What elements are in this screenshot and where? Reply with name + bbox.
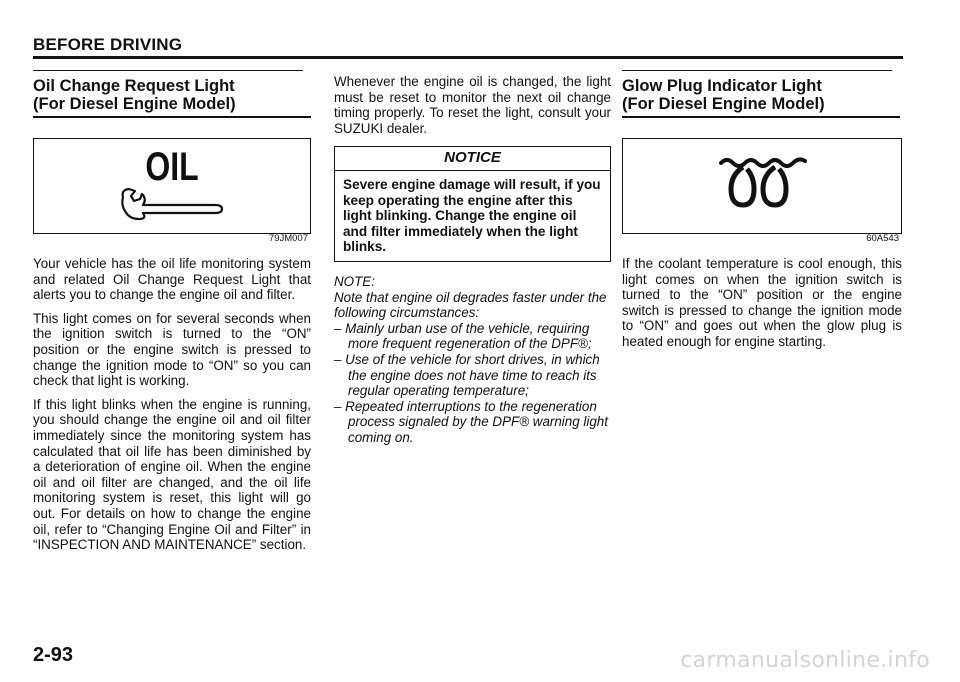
page-number: 2-93 xyxy=(33,644,74,666)
oil-change-title-line2: (For Diesel Engine Model) xyxy=(33,95,236,113)
paragraph: If this light blinks when the engine is running, you should change the engine oil and oil filter immediately since the monitoring system has calculated that oil life has been diminished by a deterioration of engine oil. When the engine oil and oil filter are changed, and the oil life monitoring system is reset, this light will go out. For details on how to change the engine oil, refer to “Changing Engine Oil and Filter” in “INSPECTION AND MAINTENANCE” section. xyxy=(33,396,311,553)
middle-column xyxy=(334,74,611,445)
oil-text-icon: OIL xyxy=(145,145,199,189)
notice-box xyxy=(334,146,611,262)
oil-change-body xyxy=(33,256,311,553)
heading-rule-top xyxy=(622,70,892,71)
figure-id: 79JM007 xyxy=(268,233,308,245)
note-block xyxy=(334,274,611,446)
paragraph: This light comes on for several seconds when the ignition switch is turned to the “ON” position or the engine switch is pressed to change the ignition mode to “ON” so you can check that light is working. xyxy=(33,310,311,389)
glow-plug-figure xyxy=(622,138,902,245)
header-rule xyxy=(33,56,903,59)
heading-rule-bottom xyxy=(622,116,900,118)
heading-rule-top xyxy=(33,70,303,71)
oil-change-figure xyxy=(33,138,311,245)
note-lead: Note that engine oil degrades faster under the following circumstances: xyxy=(334,289,607,321)
paragraph: Your vehicle has the oil life monitoring system and related Oil Change Request Light that alerts you to change the engine oil and filter. xyxy=(33,256,311,303)
wrench-icon xyxy=(117,187,227,221)
reset-paragraph: Whenever the engine oil is changed, the light must be reset to monitor the next oil change timing properly. To reset the light, consult your SUZUKI dealer. xyxy=(334,74,611,136)
right-column xyxy=(622,70,902,358)
oil-change-title-line1: Oil Change Request Light xyxy=(33,77,235,95)
note-label: NOTE: xyxy=(334,273,375,289)
notice-body: Severe engine damage will result, if you keep operating the engine after this light blinking. Change the engine oil and filter immediately when the light blinks. xyxy=(343,176,601,255)
notice-heading: NOTICE xyxy=(335,147,610,171)
section-title: BEFORE DRIVING xyxy=(33,35,183,54)
oil-change-heading-block xyxy=(33,70,311,118)
glow-plug-icon xyxy=(717,155,807,215)
glow-plug-title-line1: Glow Plug Indicator Light xyxy=(622,77,822,95)
note-item: – Mainly urban use of the vehicle, requiring more frequent regeneration of the DPF®; xyxy=(334,320,592,352)
glow-plug-title-line2: (For Diesel Engine Model) xyxy=(622,95,825,113)
glow-plug-heading-block xyxy=(622,70,902,118)
note-item: – Repeated interruptions to the regeneration process signaled by the DPF® warning light coming on. xyxy=(334,398,608,445)
left-column xyxy=(33,70,311,561)
glow-plug-paragraph: If the coolant temperature is cool enough, this light comes on when the ignition switch is turned to the “ON” position or the engine switch is pressed to change the ignition mode to “ON” and goes out when the glow plug is heated enough for engine starting. xyxy=(622,256,902,349)
watermark: carmanualsonline.info xyxy=(680,648,930,673)
heading-rule-bottom xyxy=(33,116,311,118)
figure-id: 60A543 xyxy=(866,233,899,245)
note-item: – Use of the vehicle for short drives, in which the engine does not have time to reach its regular operating temperature; xyxy=(334,351,600,399)
